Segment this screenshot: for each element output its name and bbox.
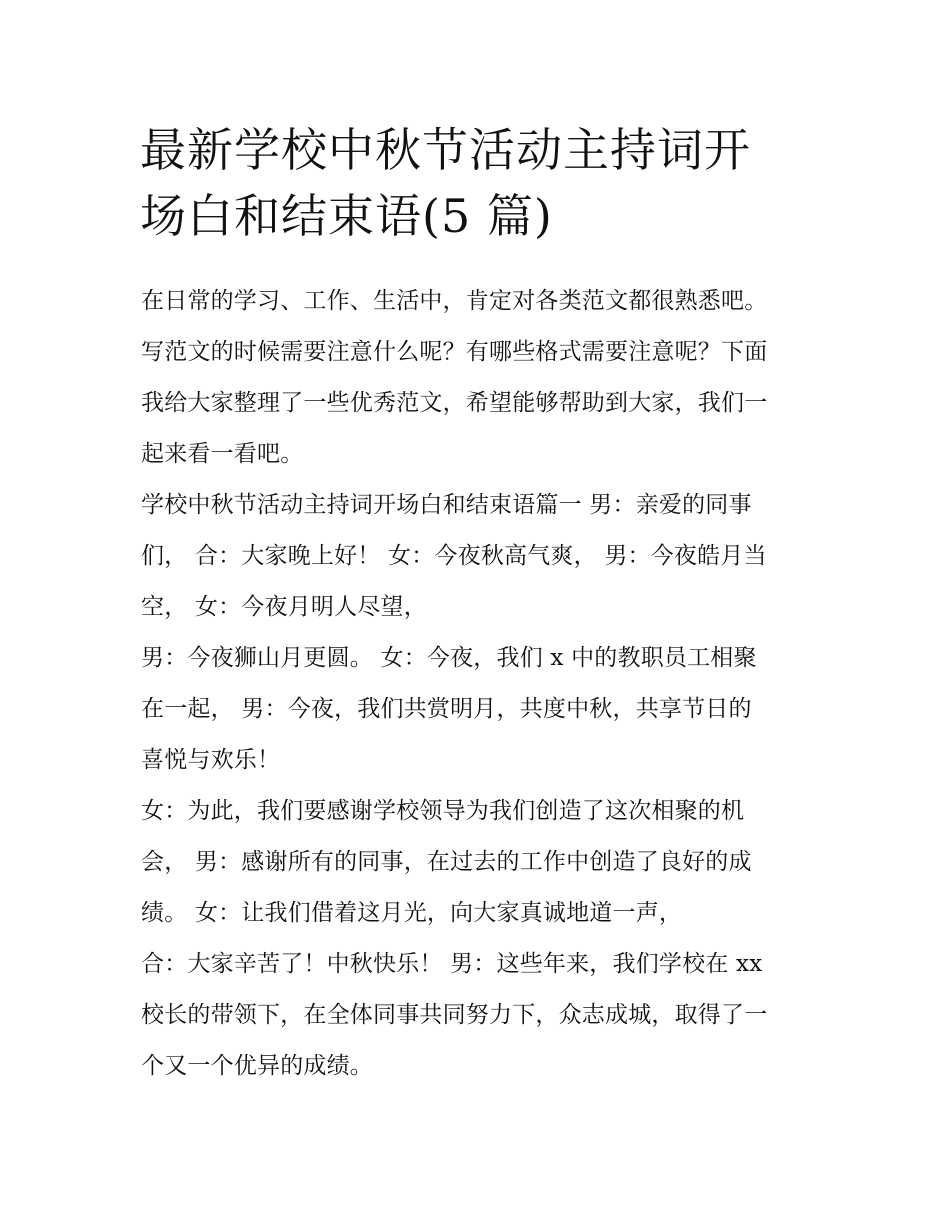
title-line: 场白和结束语(5 篇): [140, 189, 553, 243]
text-line: 在日常的学习、工作、生活中，肯定对各类范文都很熟悉吧。: [141, 288, 768, 314]
document-body: [141, 276, 821, 1092]
text-line: 喜悦与欢乐！: [141, 747, 281, 773]
paragraph-opening: [141, 480, 821, 633]
document-title: [140, 117, 820, 249]
paragraph-achievements: [141, 939, 821, 1092]
text-line: 起来看一看吧。: [141, 441, 304, 467]
paragraph-thanks: [141, 786, 821, 939]
text-line: 男：今夜狮山月更圆。 女：今夜，我们 x 中的教职员工相聚: [141, 645, 757, 671]
text-line: 我给大家整理了一些优秀范文，希望能够帮助到大家，我们一: [141, 390, 768, 416]
text-line: 女：为此，我们要感谢学校领导为我们创造了这次相聚的机: [141, 798, 745, 824]
text-line: 空， 女：今夜月明人尽望，: [141, 594, 427, 620]
text-line: 在一起， 男：今夜，我们共赏明月，共度中秋，共享节日的: [141, 696, 752, 722]
text-line: 们， 合：大家晚上好！ 女：今夜秋高气爽， 男：今夜皓月当: [141, 543, 767, 569]
paragraph-gathering: [141, 633, 821, 786]
paragraph-intro: [141, 276, 821, 480]
text-line: 合：大家辛苦了！中秋快乐！ 男：这些年来，我们学校在 xx: [141, 951, 763, 977]
text-line: 会， 男：感谢所有的同事，在过去的工作中创造了良好的成: [141, 849, 752, 875]
text-line: 个又一个优异的成绩。: [141, 1053, 373, 1079]
text-line: 校长的带领下，在全体同事共同努力下，众志成城，取得了一: [141, 1002, 768, 1028]
text-line: 写范文的时候需要注意什么呢？有哪些格式需要注意呢？下面: [141, 339, 768, 365]
text-line: 绩。 女：让我们借着这月光，向大家真诚地道一声，: [141, 900, 683, 926]
text-line: 学校中秋节活动主持词开场白和结束语篇一 男：亲爱的同事: [141, 492, 752, 518]
title-line: 最新学校中秋节活动主持词开: [140, 123, 751, 177]
